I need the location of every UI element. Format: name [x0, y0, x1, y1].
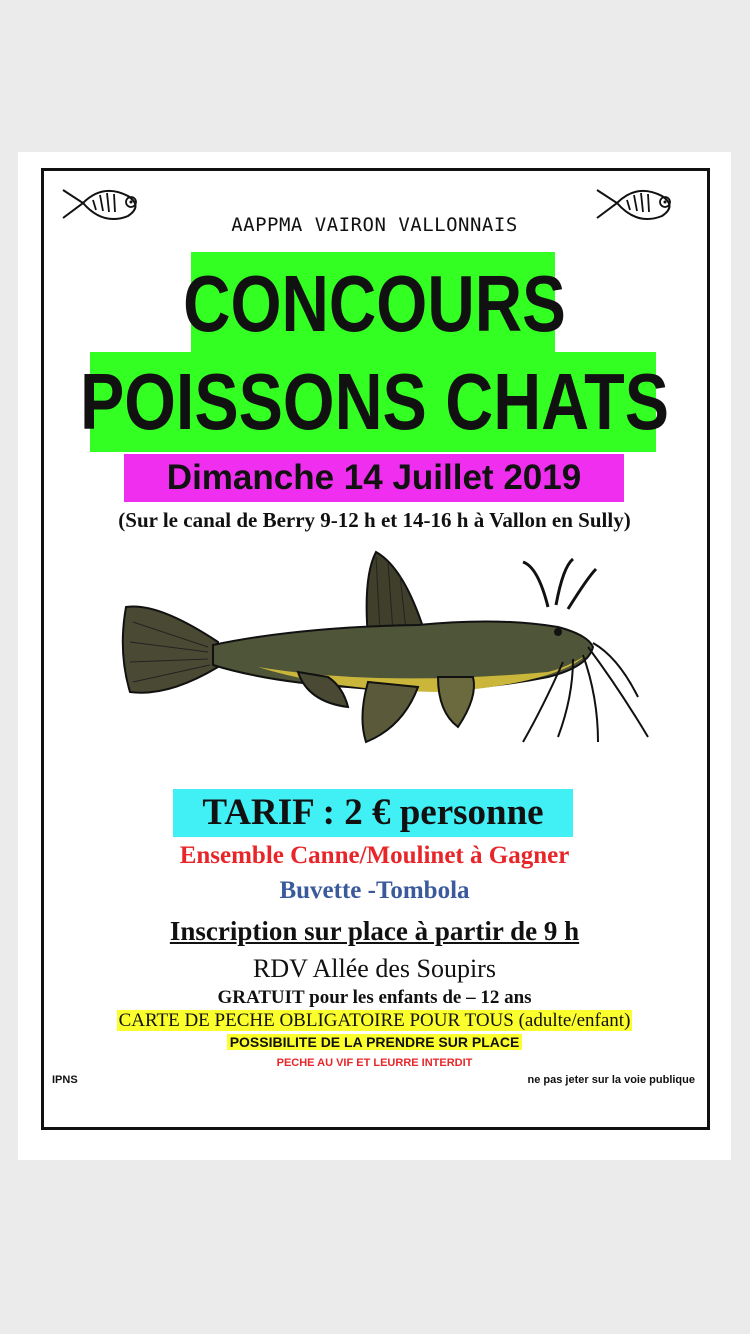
title-line-2: POISSONS CHATS [79, 357, 670, 446]
flyer-sheet [18, 152, 731, 1160]
license-requirement-text: CARTE DE PECHE OBLIGATOIRE POUR TOUS (adulte/enfant) [118, 1010, 631, 1031]
ipns-label: IPNS [52, 1074, 78, 1086]
extras-text: Buvette -Tombola [279, 877, 470, 904]
event-location: (Sur le canal de Berry 9-12 h et 14-16 h à Vallon en Sully) [118, 508, 631, 532]
organization-name: AAPPMA VAIRON VALLONNAIS [231, 214, 518, 236]
meeting-point: RDV Allée des Soupirs [253, 954, 496, 983]
prize-text: Ensemble Canne/Moulinet à Gagner [179, 842, 570, 869]
do-not-litter-note: ne pas jeter sur la voie publique [527, 1074, 695, 1086]
price-banner: TARIF : 2 € personne [173, 789, 573, 837]
event-date: Dimanche 14 Juillet 2019 [124, 454, 624, 502]
license-note-text: POSSIBILITE DE LA PRENDRE SUR PLACE [227, 1034, 523, 1050]
fishing-rule: PECHE AU VIF ET LEURRE INTERDIT [276, 1057, 473, 1069]
free-entry-note: GRATUIT pour les enfants de – 12 ans [217, 987, 532, 1008]
license-note [18, 1034, 731, 1052]
catfish-illustration [118, 547, 658, 757]
registration-text: Inscription sur place à partir de 9 h [169, 916, 580, 946]
license-requirement [18, 1010, 731, 1032]
title-line-1: CONCOURS [183, 259, 566, 348]
